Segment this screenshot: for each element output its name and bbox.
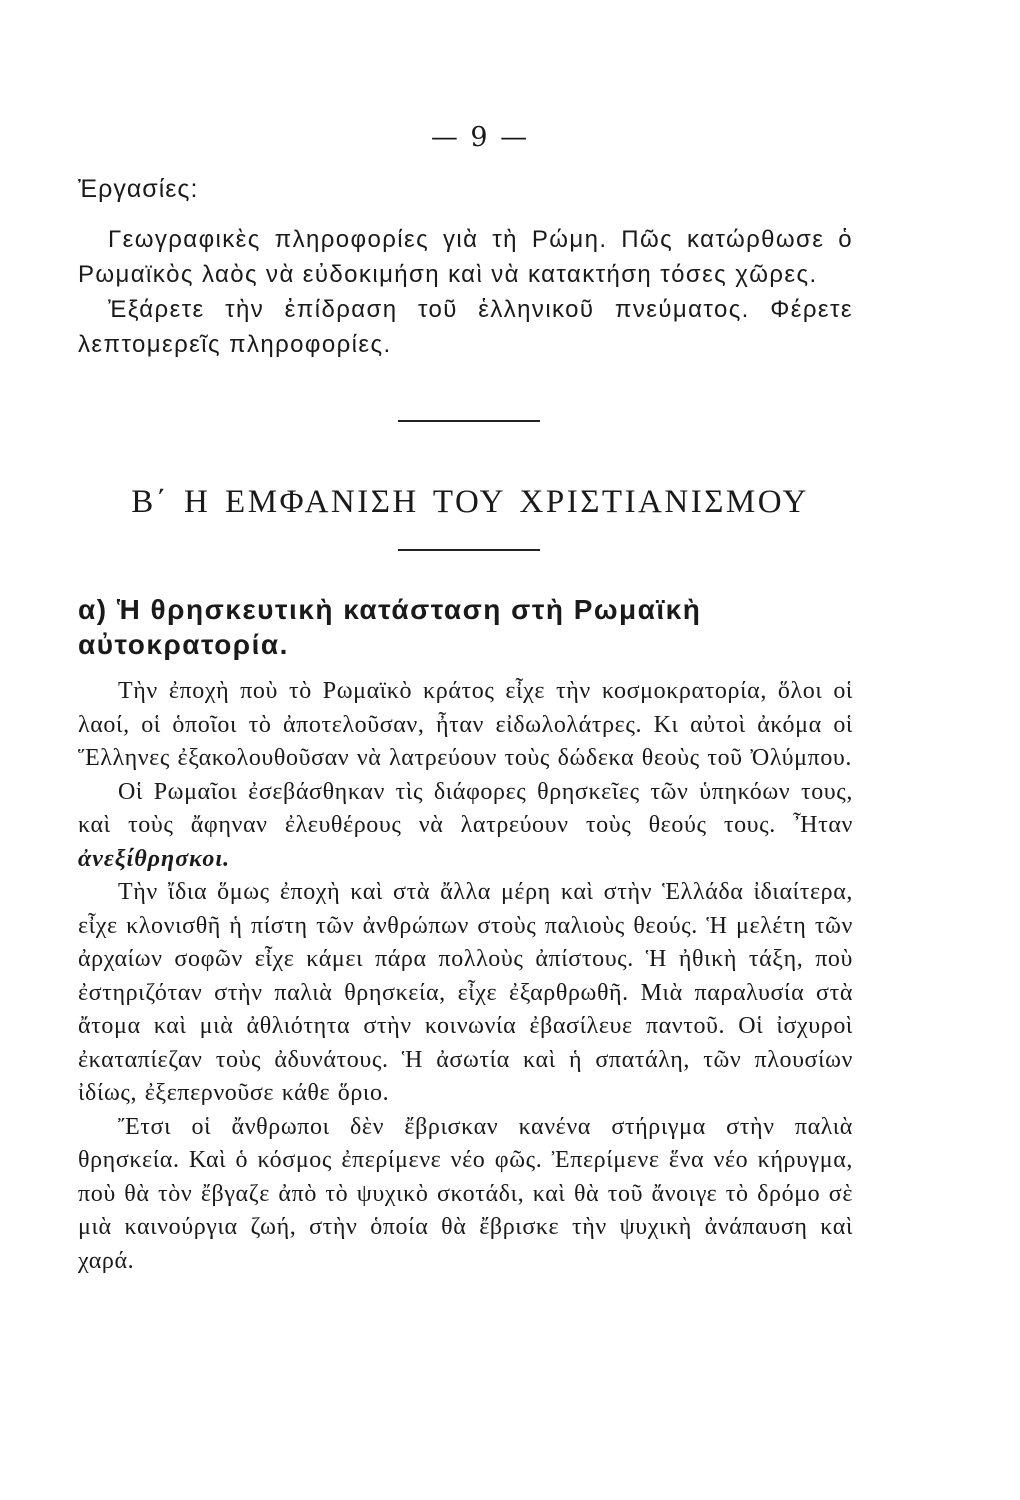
body-paragraph: Ἔτσι οἱ ἄνθρωποι δὲν ἔβρισκαν κανένα στήριγμα στὴν παλιὰ θρησκεία. Καὶ ὁ κόσμος ἐπερίμενε νέο φῶς. Ἐπερίμενε ἕνα νέο κήρυγμα, ποὺ θὰ τὸν ἔβγαζε ἀπὸ τὸ ψυχικὸ σκοτάδι, καὶ θὰ τοῦ ἄνοιγε τὸ δρόμο σὲ μιὰ καινούργια ζωή, στὴν ὁποία θὰ ἔβρισκε τὴν ψυχικὴ ἀνάπαυση καὶ χαρά.	[78, 1113, 853, 1274]
exercise-paragraph: Γεωγραφικὲς πληροφορίες γιὰ τὴ Ρώμη. Πῶς κατώρθωσε ὁ Ρωμαϊκὸς λαὸς νὰ εὐδοκιμήση καὶ νὰ κατακτήση τόσες χῶρες.	[78, 226, 853, 288]
exercise-paragraph: Ἐξάρετε τὴν ἐπίδραση τοῦ ἑλληνικοῦ πνεύματος. Φέρετε λεπτομερεῖς πληροφορίες.	[78, 296, 853, 358]
body-paragraph: Τὴν ἐποχὴ ποὺ τὸ Ρωμαϊκὸ κράτος εἶχε τὴν κοσμοκρατορία, ὅλοι οἱ λαοί, οἱ ὁποῖοι τὸ ἀποτελοῦσαν, ἦταν εἰδωλολάτρες. Κι αὐτοὶ ἀκόμα οἱ Ἕλληνες ἐξακολουθοῦσαν νὰ λατρεύουν τοὺς δώδεκα θεοὺς τοῦ Ὀλύμπου.	[78, 678, 853, 771]
page-number: — 9 —	[430, 122, 530, 153]
divider-rule	[398, 549, 540, 551]
emphasized-word: ἀνεξίθρησκοι.	[78, 845, 231, 872]
chapter-title: Β΄ Η ΕΜΦΑΝΙΣΗ ΤΟΥ ΧΡΙΣΤΙΑΝΙΣΜΟΥ	[131, 484, 809, 520]
section-title: α) Ἡ θρησκευτικὴ κατάσταση στὴ Ρωμαϊκὴ αὐτοκρατορία.	[78, 594, 702, 660]
exercises-heading: Ἐργασίες:	[78, 175, 199, 203]
body-paragraph: Τὴν ἴδια ὅμως ἐποχὴ καὶ στὰ ἄλλα μέρη καὶ στὴν Ἑλλάδα ἰδιαίτερα, εἶχε κλονισθῆ ἡ πίστη τῶν ἀνθρώπων στοὺς παλιοὺς θεούς. Ἡ μελέτη τῶν ἀρχαίων σοφῶν εἶχε κάμει πάρα πολλοὺς ἀπίστους. Ἡ ἠθικὴ τάξη, ποὺ ἐστηριζόταν στὴν παλιὰ θρησκεία, εἶχε ἐξαρθρωθῆ. Μιὰ παραλυσία στὰ ἄτομα καὶ μιὰ ἀθλιότητα στὴν κοινωνία ἐβασίλευε παντοῦ. Οἱ ἰσχυροὶ ἐκαταπίεζαν τοὺς ἀδυνάτους. Ἡ ἀσωτία καὶ ἡ σπατάλη, τῶν πλουσίων ἰδίως, ἐξεπερνοῦσε κάθε ὅριο.	[78, 879, 853, 1106]
body-paragraph-text: Οἱ Ρωμαῖοι ἐσεβάσθηκαν τὶς διάφορες θρησκεῖες τῶν ὑπηκόων τους, καὶ τοὺς ἄφηναν ἐλευθέρους νὰ λατρεύουν τοὺς θεούς τους. Ἦταν	[78, 778, 853, 838]
body-text	[78, 675, 853, 1278]
body-paragraph	[78, 776, 853, 877]
exercises-list	[78, 222, 853, 362]
divider-rule	[398, 420, 540, 422]
